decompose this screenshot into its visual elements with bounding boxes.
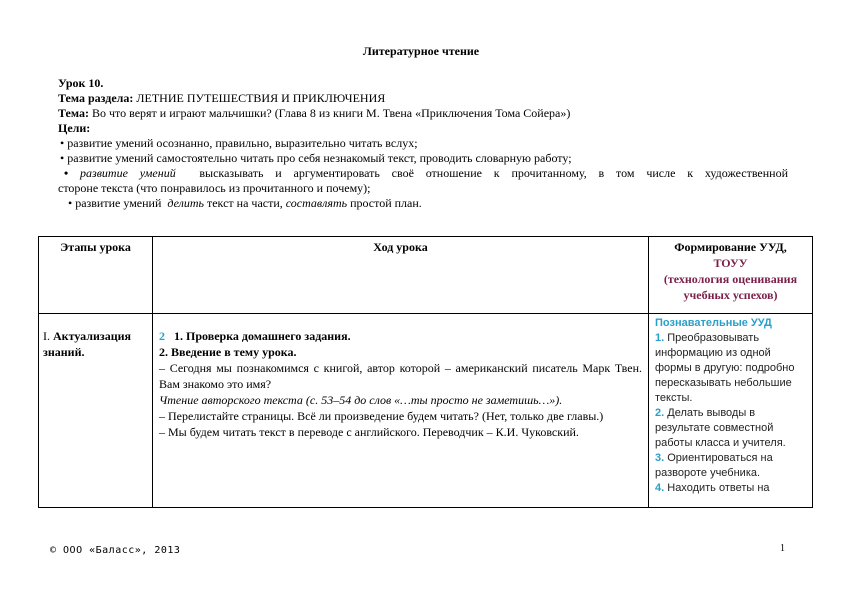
course-line-4: – Мы будем читать текст в переводе с английского. Переводчик – К.И. Чуковский. bbox=[159, 425, 579, 439]
stage-cell: I. Актуализация знаний. bbox=[39, 314, 153, 508]
topic-line: Тема: Во что верят и играют мальчишки? (Глава 8 из книги М. Твена «Приключения Тома Сойера») bbox=[58, 106, 571, 120]
course-line-2: Чтение авторского текста (с. 53–54 до слов «…ты просто не заметишь…»). bbox=[159, 393, 563, 407]
header-stages: Этапы урока bbox=[39, 237, 153, 314]
uud-title: Познавательные УУД bbox=[655, 317, 772, 329]
document-title: Литературное чтение bbox=[362, 44, 480, 58]
goal-4: • развитие умений делить текст на части, составлять простой план. bbox=[68, 196, 422, 210]
goal-1: • развитие умений осознанно, правильно, выразительно читать вслух; bbox=[60, 136, 418, 150]
page-number: 1 bbox=[780, 543, 785, 554]
uud-cell bbox=[649, 314, 813, 508]
lesson-table bbox=[38, 236, 813, 508]
lesson-number: Урок 10. bbox=[58, 76, 104, 90]
course-cell bbox=[153, 314, 649, 508]
course-line-3: – Перелистайте страницы. Всё ли произведение будем читать? (Нет, только две главы.) bbox=[159, 409, 604, 423]
goal-3-cont: стороне текста (что понравилось из прочитанного и почему); bbox=[58, 181, 371, 195]
header-uud: Формирование УУД, ТОУУ (технология оценивания учебных успехов) bbox=[649, 237, 813, 314]
course-line-1: – Сегодня мы познакомимся с книгой, автор которой – американский писатель Марк Твен. Вам знакомо это имя? bbox=[159, 361, 642, 391]
copyright-footer: © ООО «Баласс», 2013 bbox=[50, 545, 181, 556]
goal-3: • развитие умений высказывать и аргументировать своё отношение к прочитанному, в том числе к художественной bbox=[64, 166, 789, 180]
uud-item-4: 4. Находить ответы на bbox=[655, 482, 770, 494]
section-line: Тема раздела: ЛЕТНИЕ ПУТЕШЕСТВИЯ И ПРИКЛЮЧЕНИЯ bbox=[58, 91, 386, 105]
goals-label: Цели: bbox=[58, 121, 91, 135]
course-item-1: 2 1. Проверка домашнего задания. bbox=[159, 329, 351, 343]
goal-2: • развитие умений самостоятельно читать про себя незнакомый текст, проводить словарную работу; bbox=[60, 151, 572, 165]
uud-item-2: 2. Делать выводы в результате совместной работы класса и учителя. bbox=[655, 407, 786, 449]
table-row bbox=[39, 314, 813, 508]
header-course: Ход урока bbox=[153, 237, 649, 314]
uud-item-3: 3. Ориентироваться на развороте учебника. bbox=[655, 452, 773, 479]
table-header-row bbox=[39, 237, 813, 314]
uud-item-1: 1. Преобразовывать информацию из одной формы в другую: подробно пересказывать небольшие тексты. bbox=[655, 332, 795, 404]
lesson-header bbox=[58, 76, 788, 211]
course-item-2: 2. Введение в тему урока. bbox=[159, 345, 297, 359]
